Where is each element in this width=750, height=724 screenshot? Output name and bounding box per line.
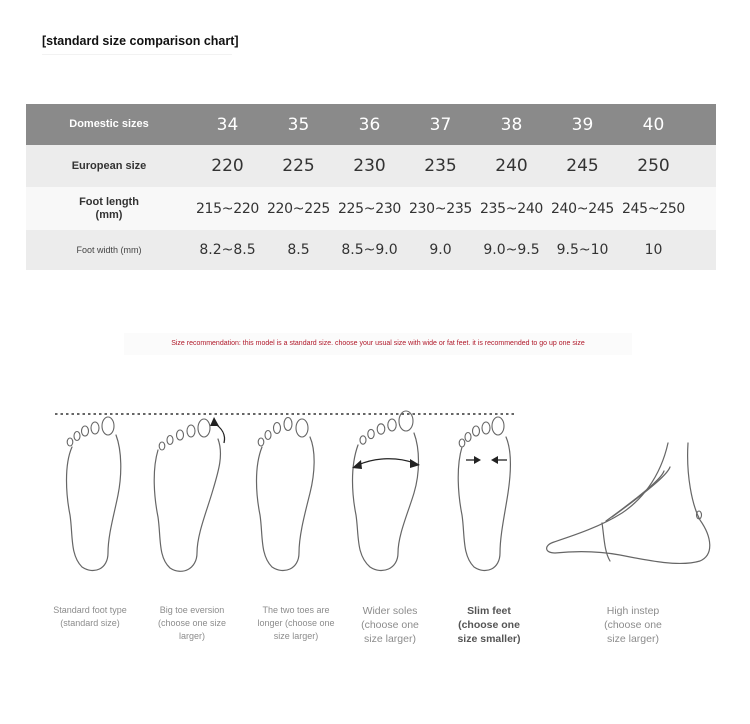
table-cell: 34 [216, 114, 239, 135]
table-cell: 245~250 [621, 200, 686, 217]
foot-illustrations [0, 395, 750, 595]
big-toe-eversion-foot-icon [154, 417, 224, 571]
table-cell: 250 [637, 156, 670, 176]
table-cell: 35 [287, 114, 310, 135]
size-comparison-table [26, 104, 716, 270]
slim-foot-icon [458, 417, 510, 571]
foot-type-caption: Standard foot type (standard size) [53, 605, 127, 628]
foot-type-caption: High instep (choose one size larger) [604, 605, 662, 645]
foot-type-caption: Wider soles (choose one size larger) [361, 605, 419, 645]
table-row-foot-length [26, 187, 716, 230]
table-row-european [26, 145, 716, 187]
table-cell: 37 [429, 114, 452, 135]
standard-foot-icon [67, 417, 121, 571]
table-cell: 220~225 [266, 200, 331, 217]
table-cell: 8.5~9.0 [341, 242, 398, 258]
table-cell: 8.2~8.5 [199, 242, 256, 258]
table-cell: 40 [642, 114, 665, 135]
size-recommendation: Size recommendation: this model is a standard size. choose your usual size with wide or fat feet. it is recommended to go up one size [124, 333, 632, 355]
table-cell: 9.5~10 [556, 242, 609, 258]
table-cell: 230~235 [408, 200, 473, 217]
table-row-domestic [26, 104, 716, 145]
row-label: Foot length (mm) [79, 195, 139, 221]
table-cell: 225~230 [337, 200, 402, 217]
table-cell: 225 [282, 156, 315, 176]
table-cell: 240 [495, 156, 528, 176]
long-toes-foot-icon [257, 418, 315, 571]
table-cell: 235~240 [479, 200, 544, 217]
table-cell: 9.0~9.5 [483, 242, 540, 258]
foot-type-caption: Big toe eversion (choose one size larger) [157, 605, 227, 641]
table-cell: 240~245 [550, 200, 615, 217]
row-label: European size [71, 159, 147, 172]
foot-type-caption: The two toes are longer (choose one size larger) [257, 605, 335, 641]
foot-type-caption: Slim feet (choose one size smaller) [457, 605, 521, 645]
chart-title: [standard size comparison chart] [42, 34, 239, 48]
table-cell: 245 [566, 156, 599, 176]
row-label: Foot width (mm) [76, 244, 142, 255]
wide-sole-foot-icon [352, 411, 420, 571]
table-cell: 215~220 [195, 200, 260, 217]
table-row-foot-width [26, 230, 716, 270]
title-divider [42, 54, 232, 55]
table-cell: 235 [424, 156, 457, 176]
high-instep-foot-icon [547, 443, 710, 563]
table-cell: 9.0 [429, 242, 452, 258]
table-cell: 39 [571, 114, 594, 135]
row-label: Domestic sizes [69, 118, 149, 130]
table-cell: 220 [211, 156, 244, 176]
table-cell: 230 [353, 156, 386, 176]
table-cell: 38 [500, 114, 523, 135]
table-cell: 8.5 [287, 242, 310, 258]
table-cell: 36 [358, 114, 381, 135]
table-cell: 10 [644, 242, 663, 258]
